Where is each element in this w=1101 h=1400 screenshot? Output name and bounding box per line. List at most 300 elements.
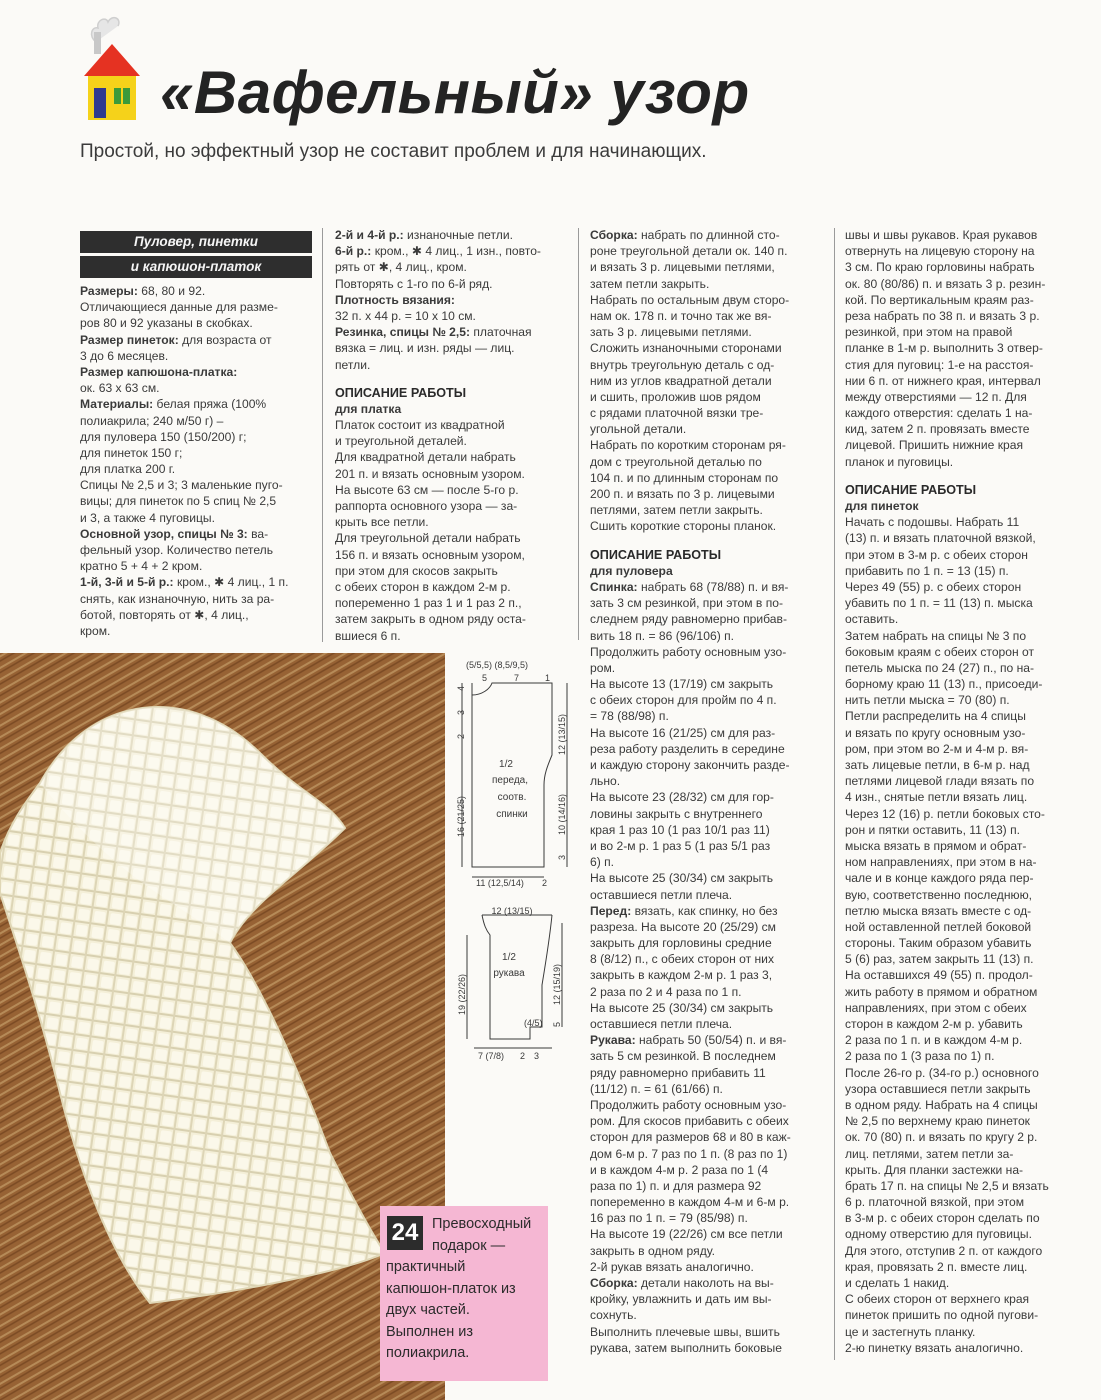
text-line: лиц. петлями, затем петли за-: [845, 1146, 1014, 1161]
svg-text:1/2: 1/2: [502, 952, 516, 963]
text-line: На высоте 63 см — после 5-го р.: [335, 482, 519, 497]
caption-line: практичный: [386, 1259, 466, 1275]
text-line: при этом в 3-м р. с обеих сторон: [845, 547, 1028, 562]
text-line: мыска вязать в прямом и обрат-: [845, 838, 1027, 853]
text-line: [335, 308, 567, 324]
text-line: [590, 611, 826, 627]
line-text: Набрать по остальным двум сторо-: [590, 292, 790, 307]
line-text: кром., ✱ 4 лиц., 1 изн., повто-: [371, 244, 541, 259]
line-text: кройку, увлажнить и дать им вы-: [590, 1292, 772, 1307]
line-text: и в каждом 4-м р. 2 раза по 1 (4: [590, 1162, 769, 1177]
line-text: вицы; для пинеток по 5 спиц № 2,5: [80, 494, 277, 509]
text-line: [590, 1016, 826, 1032]
text-line: жить работу в прямом и обратном: [845, 984, 1038, 999]
text-line: в 3-м р. с обеих сторон сделать по: [845, 1211, 1040, 1226]
text-line: [80, 348, 316, 364]
text-line: [590, 1340, 826, 1356]
svg-text:спинки: спинки: [496, 809, 528, 820]
bold-label: Спинка:: [590, 579, 638, 594]
text-line: нии 6 п. от нижнего края, интервал: [845, 373, 1041, 388]
column-3: [590, 227, 826, 1356]
line-text: набрать 50 (50/54) п. и вя-: [635, 1033, 787, 1048]
text-line: [590, 822, 826, 838]
line-text: ров 80 и 92 указаны в скобках.: [80, 316, 253, 331]
line-text: На высоте 25 (30/34) см закрыть: [590, 1000, 774, 1015]
line-text: ром. Для скосов прибавить с обеих: [590, 1114, 789, 1129]
text-line: [590, 1048, 826, 1064]
text-line: [590, 502, 826, 518]
svg-text:4: 4: [456, 685, 466, 691]
line-text: набрать 68 (78/88) п. и вя-: [637, 579, 789, 594]
line-text: Сложить изнаночными сторонами: [590, 341, 782, 356]
text-line: стия для пуговиц: 1-е на расстоя-: [845, 357, 1034, 372]
line-text: 32 п. х 44 р. = 10 х 10 см.: [335, 308, 476, 323]
bold-label: Плотность вязания:: [335, 292, 455, 307]
line-text: и каждую сторону закончить разде-: [590, 758, 790, 772]
photo-caption-text: [386, 1214, 546, 1365]
text-line: [590, 437, 826, 453]
text-line: [590, 903, 826, 919]
text-line: [590, 676, 826, 692]
text-line: вшиеся 6 п.: [335, 628, 401, 643]
svg-text:12 (13/15): 12 (13/15): [491, 906, 533, 916]
text-line: [590, 357, 826, 373]
text-line: 3 см. По краю горловины набрать: [845, 260, 1035, 275]
text-line: в одном ряду. Набрать на 4 спицы: [845, 1097, 1038, 1112]
text-line: нить петли мыска = 70 (80) п.: [845, 693, 1010, 708]
line-text: 16 раз по 1 п. = 79 (85/98) п.: [590, 1211, 748, 1226]
line-text: На высоте 23 (28/32) см для гор-: [590, 790, 774, 805]
text-line: одному отверстию для пуговицы.: [845, 1227, 1032, 1242]
text-line: зать лицевые петли, в 6-м р. над: [845, 758, 1030, 772]
line-text: изнаночные петли.: [403, 228, 513, 242]
text-line: края, провязать 2 п. вместе лиц.: [845, 1259, 1028, 1274]
line-text: затем петли закрыть.: [590, 276, 710, 291]
text-line: [80, 413, 316, 429]
line-text: дом с треугольной деталью по: [590, 454, 762, 469]
text-line: [590, 454, 826, 470]
line-text: ловины закрыть с внутреннего: [590, 806, 763, 821]
text-line: Затем набрать на спицы № 3 по: [845, 628, 1027, 643]
line-text: оставшиеся петли плеча.: [590, 887, 733, 902]
text-line: [80, 380, 316, 396]
text-line: [590, 1226, 826, 1242]
text-line: [590, 1146, 826, 1162]
svg-text:7: 7: [514, 673, 520, 683]
text-line: 2-ю пинетку вязать аналогично.: [845, 1340, 1024, 1355]
text-line: и треугольной деталей.: [335, 434, 467, 449]
text-line: [335, 227, 567, 243]
line-text: платочная: [470, 325, 532, 340]
text-line: [590, 373, 826, 389]
line-text: Спицы № 2,5 и 3; 3 маленькие пуго-: [80, 478, 283, 493]
text-line: [590, 628, 826, 644]
line-text: сторон для размеров 68 и 80 в каж-: [590, 1130, 791, 1145]
line-text: набрать по длинной сто-: [637, 228, 780, 242]
text-line: [80, 429, 316, 445]
text-line: прибавить по 1 п. = 13 (15) п.: [845, 563, 1009, 578]
caption-line: Превосходный: [432, 1216, 532, 1232]
text-line: Через 12 (16) р. петли боковых сто-: [845, 806, 1045, 821]
text-line: [590, 887, 826, 903]
text-line: [590, 1243, 826, 1259]
line-text: Повторять с 1-го по 6-й ряд.: [335, 276, 493, 291]
text-line: крыть. Для планки застежки на-: [845, 1162, 1024, 1177]
bold-label: Перед:: [590, 903, 632, 918]
line-text: зать 5 см резинкой. В последнем: [590, 1049, 776, 1064]
text-line: ном направлениях, при этом в на-: [845, 855, 1037, 870]
line-text: рукава, затем выполнить боковые: [590, 1340, 782, 1355]
svg-text:соотв.: соотв.: [497, 792, 527, 803]
text-line: [590, 725, 826, 741]
bold-label: Сборка:: [590, 228, 638, 242]
text-line: [335, 340, 567, 356]
line-text: Продолжить работу основным узо-: [590, 644, 787, 659]
text-line: [590, 967, 826, 983]
line-text: закрыть в каждом 2-м р. 1 раз 3,: [590, 968, 773, 983]
bold-label: Сборка:: [590, 1276, 638, 1290]
text-line: ной оставленной петлей боковой: [845, 919, 1032, 934]
caption-line: полиакрила.: [386, 1345, 470, 1361]
line-text: края 1 раз 10 (1 раз 10/1 раз 11): [590, 822, 770, 837]
section-subheading: для платка: [335, 401, 402, 416]
page-number-badge: 24: [387, 1216, 423, 1250]
text-line: Петли распределить на 4 спицы: [845, 709, 1026, 724]
section-box-title-2: и капюшон-платок: [80, 256, 312, 278]
product-photo: [0, 653, 445, 1400]
line-text: зать 3 р. лицевыми петлями.: [590, 325, 752, 340]
line-text: снять, как изнаночную, нить за ра-: [80, 591, 275, 606]
text-line: боковым краям с обеих сторон от: [845, 644, 1035, 659]
line-text: и 3, а также 4 пуговицы.: [80, 510, 215, 525]
line-text: и сшить, проложив шов рядом: [590, 389, 761, 404]
line-text: сохнуть.: [590, 1308, 637, 1323]
svg-text:3: 3: [534, 1051, 540, 1061]
line-text: рять от ✱, 4 лиц., кром.: [335, 260, 467, 275]
line-text: дом 6-м р. 7 раз по 1 п. (8 раз по 1): [590, 1146, 788, 1161]
text-line: После 26-го р. (34-го р.) основного: [845, 1065, 1039, 1080]
text-line: [80, 283, 316, 299]
line-text: раза по 1) п. и для размера 92: [590, 1178, 762, 1193]
text-line: [590, 243, 826, 259]
line-text: фельный узор. Количество петель: [80, 543, 274, 557]
section-heading: ОПИСАНИЕ РАБОТЫ: [590, 547, 722, 562]
line-text: нам ок. 178 п. и точно так же вя-: [590, 308, 772, 323]
diagram-top-sizes: (5/5,5) (8,5/9,5): [466, 660, 529, 670]
line-text: полиакрила; 240 м/50 г) –: [80, 413, 224, 428]
caption-line: подарок —: [432, 1237, 506, 1254]
line-text: кром.: [80, 623, 111, 638]
line-text: 8 (8/12) п., с обеих сторон от них: [590, 952, 774, 967]
text-line: [590, 773, 826, 789]
text-line: оставить.: [845, 612, 899, 627]
text-line: [590, 708, 826, 724]
text-line: петель мыска по 24 (27) п., по на-: [845, 660, 1035, 675]
line-text: Сшить короткие стороны планок.: [590, 519, 777, 534]
text-line: [590, 757, 826, 773]
bold-label: 6-й р.:: [335, 244, 372, 259]
text-line: чале и в конце каждого ряда пер-: [845, 871, 1034, 886]
line-text: попеременно в каждом 4-м и 6-м р.: [590, 1195, 790, 1210]
text-line: швы и швы рукавов. Края рукавов: [845, 228, 1038, 242]
text-line: [80, 396, 316, 412]
text-line: узора оставшиеся петли закрыть: [845, 1081, 1031, 1096]
svg-text:2: 2: [456, 733, 466, 739]
text-line: планок и пуговицы.: [845, 454, 954, 469]
bold-label: Резинка, спицы № 2,5:: [335, 325, 471, 340]
text-line: [590, 518, 826, 534]
line-text: петли.: [335, 357, 371, 372]
bold-label: Рукава:: [590, 1033, 636, 1048]
caption-line: капюшон-платок из: [386, 1280, 516, 1297]
text-line: и сделать 1 накид.: [845, 1276, 950, 1290]
line-text: закрыть для горловины средние: [590, 936, 772, 951]
text-line: [590, 470, 826, 486]
text-line: [590, 644, 826, 660]
text-line: [590, 1275, 826, 1291]
text-line: планке в 1-м р. выполнить 3 отвер-: [845, 341, 1043, 356]
bold-label: 2-й и 4-й р.:: [335, 228, 404, 242]
text-line: попеременно 1 раз 1 и 1 раз 2 п.,: [335, 596, 522, 611]
text-line: 2 раза по 1 (3 раза по 1) п.: [845, 1049, 995, 1064]
text-line: [80, 477, 316, 493]
line-text: 2 раза по 2 и 4 раза по 1 п.: [590, 984, 742, 999]
svg-text:16 (21/25): 16 (21/25): [456, 795, 466, 837]
text-line: [80, 510, 316, 526]
text-line: [590, 1032, 826, 1048]
text-line: [590, 1081, 826, 1097]
text-line: [590, 1178, 826, 1194]
text-line: [590, 421, 826, 437]
text-line: [590, 1097, 826, 1113]
text-line: [590, 1307, 826, 1323]
text-line: [590, 692, 826, 708]
line-text: 2-й рукав вязать аналогично.: [590, 1259, 754, 1274]
text-line: [590, 806, 826, 822]
text-line: [590, 276, 826, 292]
text-line: 156 п. и вязать основным узором,: [335, 547, 525, 562]
text-line: 2 раза по 1 п. и в каждом 4-м р.: [845, 1033, 1023, 1048]
caption-line: двух частей.: [386, 1302, 470, 1318]
text-line: убавить по 1 п. = 11 (13) п. мыска: [845, 596, 1033, 611]
text-line: [590, 1113, 826, 1129]
line-text: 200 п. и вязать по 3 р. лицевыми: [590, 487, 775, 501]
text-line: [80, 493, 316, 509]
svg-text:11 (12,5/14): 11 (12,5/14): [476, 878, 524, 888]
section-box-title-1: Пуловер, пинетки: [80, 231, 312, 253]
text-line: [80, 623, 316, 639]
text-line: [335, 357, 567, 373]
svg-text:12 (13/15): 12 (13/15): [557, 713, 567, 755]
text-line: [590, 741, 826, 757]
line-text: 68, 80 и 92.: [137, 284, 206, 298]
page-title: «Вафельный» узор: [160, 59, 750, 126]
text-line: отвернуть на лицевую сторону на: [845, 244, 1035, 259]
text-line: це и застегнуть планку.: [845, 1324, 976, 1339]
text-line: (13) п. и вязать платочной вязкой,: [845, 531, 1036, 546]
line-text: На высоте 16 (21/25) см для раз-: [590, 725, 776, 740]
line-text: На высоте 25 (30/34) см закрыть: [590, 871, 774, 886]
line-text: кром., ✱ 4 лиц., 1 п.: [173, 575, 289, 590]
line-text: 6) п.: [590, 855, 615, 870]
text-line: петлями лицевой глади вязать по: [845, 774, 1035, 789]
text-line: [590, 1162, 826, 1178]
text-line: [590, 1324, 826, 1340]
text-line: петлю мыска вязать вместе с од-: [845, 903, 1032, 918]
text-line: Платок состоит из квадратной: [335, 418, 505, 433]
line-text: для возраста от: [178, 332, 272, 347]
text-line: брать 17 п. на спицы № 2,5 и вязать: [845, 1178, 1049, 1193]
line-text: ним из углов квадратной детали: [590, 373, 772, 388]
text-line: вую, соответственно последнюю,: [845, 887, 1033, 902]
line-text: для пуловера 150 (150/200) г;: [80, 429, 247, 444]
line-text: зать 3 см резинкой, при этом в по-: [590, 596, 783, 611]
bold-label: Размеры:: [80, 284, 138, 298]
text-line: [80, 558, 316, 574]
line-text: ряду равномерно прибавить 11: [590, 1065, 766, 1080]
line-text: разреза. На высоте 20 (25/29) см: [590, 919, 776, 934]
line-text: 3 до 6 месяцев.: [80, 348, 169, 363]
text-line: Начать с подошвы. Набрать 11: [845, 515, 1020, 530]
text-line: кид, затем 2 п. провязать вместе: [845, 422, 1030, 437]
text-line: [590, 405, 826, 421]
line-text: петлями, затем петли закрыть.: [590, 503, 763, 518]
text-line: [335, 292, 567, 308]
text-line: [80, 574, 316, 590]
line-text: На высоте 19 (22/26) см все петли: [590, 1227, 783, 1242]
text-line: сторон в каждом 2-м р. убавить: [845, 1017, 1023, 1031]
text-line: кой. По вертикальным краям раз-: [845, 292, 1034, 307]
line-text: внутрь треугольную деталь с од-: [590, 357, 775, 372]
svg-text:7 (7/8): 7 (7/8): [478, 1051, 505, 1061]
line-text: следнем ряду равномерно прибав-: [590, 612, 787, 627]
line-text: Набрать по коротким сторонам ря-: [590, 438, 786, 453]
line-text: Продолжить работу основным узо-: [590, 1097, 787, 1112]
bold-label: Размер пинеток:: [80, 332, 179, 347]
section-heading: ОПИСАНИЕ РАБОТЫ: [335, 385, 467, 400]
text-line: затем закрыть в одном ряду оста-: [335, 612, 526, 627]
text-line: [80, 591, 316, 607]
section-heading: ОПИСАНИЕ РАБОТЫ: [845, 482, 977, 497]
svg-text:1: 1: [545, 673, 551, 683]
text-line: направлениях, при этом с обеих: [845, 1000, 1027, 1015]
text-line: [590, 1065, 826, 1081]
text-line: [590, 870, 826, 886]
text-line: [335, 324, 567, 340]
text-line: [590, 324, 826, 340]
text-line: пинеток пришить по одной пугови-: [845, 1308, 1039, 1323]
text-line: при этом для скосов закрыть: [335, 563, 498, 578]
line-text: для платка 200 г.: [80, 462, 176, 477]
line-text: вязка = лиц. и изн. ряды — лиц.: [335, 341, 515, 356]
line-text: детали наколоть на вы-: [637, 1276, 774, 1290]
line-text: = 78 (88/98) п.: [590, 709, 669, 724]
text-line: [80, 364, 316, 380]
line-text: вязать, как спинку, но без: [631, 903, 778, 918]
line-text: реза работу разделить в середине: [590, 741, 785, 756]
text-line: [80, 542, 316, 558]
text-line: [590, 292, 826, 308]
bold-label: Основной узор, спицы № 3:: [80, 526, 248, 541]
text-line: С обеих сторон от верхнего края: [845, 1292, 1030, 1307]
text-line: [80, 526, 316, 542]
line-text: с обеих сторон для пройм по 4 п.: [590, 693, 777, 708]
column-1: [80, 283, 316, 639]
text-line: [590, 1000, 826, 1016]
text-line: ок. 70 (80) п. и вязать по кругу 2 р.: [845, 1130, 1038, 1145]
line-text: роне треугольной детали ок. 140 п.: [590, 244, 788, 259]
column-4: [845, 227, 1081, 1356]
text-line: [590, 660, 826, 676]
text-line: [590, 1129, 826, 1145]
text-line: [590, 308, 826, 324]
line-text: ром.: [590, 660, 616, 675]
svg-text:переда,: переда,: [491, 775, 529, 786]
line-text: оставшиеся петли плеча.: [590, 1017, 733, 1031]
svg-text:рукава: рукава: [493, 968, 525, 979]
text-line: [80, 299, 316, 315]
svg-text:5: 5: [482, 673, 488, 683]
text-line: ром, при этом во 2-м и 4-м р. вя-: [845, 741, 1029, 756]
column-2: [335, 227, 567, 644]
house-logo-icon: [82, 2, 142, 120]
line-text: вить 18 п. = 86 (96/106) п.: [590, 628, 735, 643]
text-line: крыть все петли.: [335, 515, 429, 530]
svg-text:5: 5: [552, 1021, 562, 1027]
text-line: [80, 461, 316, 477]
text-line: с обеих сторон в каждом 2-м р.: [335, 579, 511, 594]
line-text: для пинеток 150 г;: [80, 445, 183, 460]
text-line: [80, 607, 316, 623]
page-subtitle: Простой, но эффектный узор не составит проблем и для начинающих.: [80, 141, 707, 162]
line-text: ботой, повторять от ✱, 4 лиц.,: [80, 607, 249, 622]
line-text: ок. 63 х 63 см.: [80, 381, 160, 396]
text-line: [590, 838, 826, 854]
line-text: закрыть в одном ряду.: [590, 1243, 715, 1258]
text-line: между отверстиями — 12 п. Для: [845, 389, 1027, 404]
text-line: [80, 315, 316, 331]
text-line: ок. 80 (80/86) п. и вязать 3 р. резин-: [845, 276, 1046, 291]
text-line: и вязать по кругу основным узо-: [845, 725, 1026, 740]
svg-text:19 (22/26): 19 (22/26): [457, 973, 467, 1015]
pattern-schematic: [452, 655, 587, 1070]
text-line: Через 49 (55) р. с обеих сторон: [845, 579, 1022, 594]
text-line: рон и пятки оставить, 11 (13) п.: [845, 822, 1020, 837]
line-text: Выполнить плечевые швы, вшить: [590, 1324, 780, 1339]
section-subheading: для пинеток: [845, 499, 919, 513]
svg-text:(4/5): (4/5): [524, 1018, 543, 1028]
text-line: раппорта основного узора — за-: [335, 499, 518, 513]
line-text: (11/12) п. = 61 (61/66) п.: [590, 1081, 723, 1096]
svg-text:2: 2: [520, 1051, 526, 1061]
text-line: 6 р. платочной вязкой, при этом: [845, 1195, 1025, 1210]
line-text: угольной детали.: [590, 422, 687, 437]
text-line: [80, 332, 316, 348]
text-line: [590, 1210, 826, 1226]
line-text: ва-: [247, 526, 269, 541]
text-line: реза набрать по 38 п. и вязать 3 р.: [845, 308, 1040, 323]
text-line: [80, 445, 316, 461]
line-text: и вязать 3 р. лицевыми петлями,: [590, 260, 775, 275]
bold-label: Материалы:: [80, 397, 154, 412]
text-line: [590, 340, 826, 356]
text-line: лицевой. Пришить нижние края: [845, 438, 1023, 453]
text-line: № 2,5 по верхнему краю пинеток: [845, 1114, 1030, 1129]
section-subheading: для пуловера: [590, 563, 673, 578]
text-line: [590, 389, 826, 405]
text-line: [590, 227, 826, 243]
text-line: [590, 919, 826, 935]
